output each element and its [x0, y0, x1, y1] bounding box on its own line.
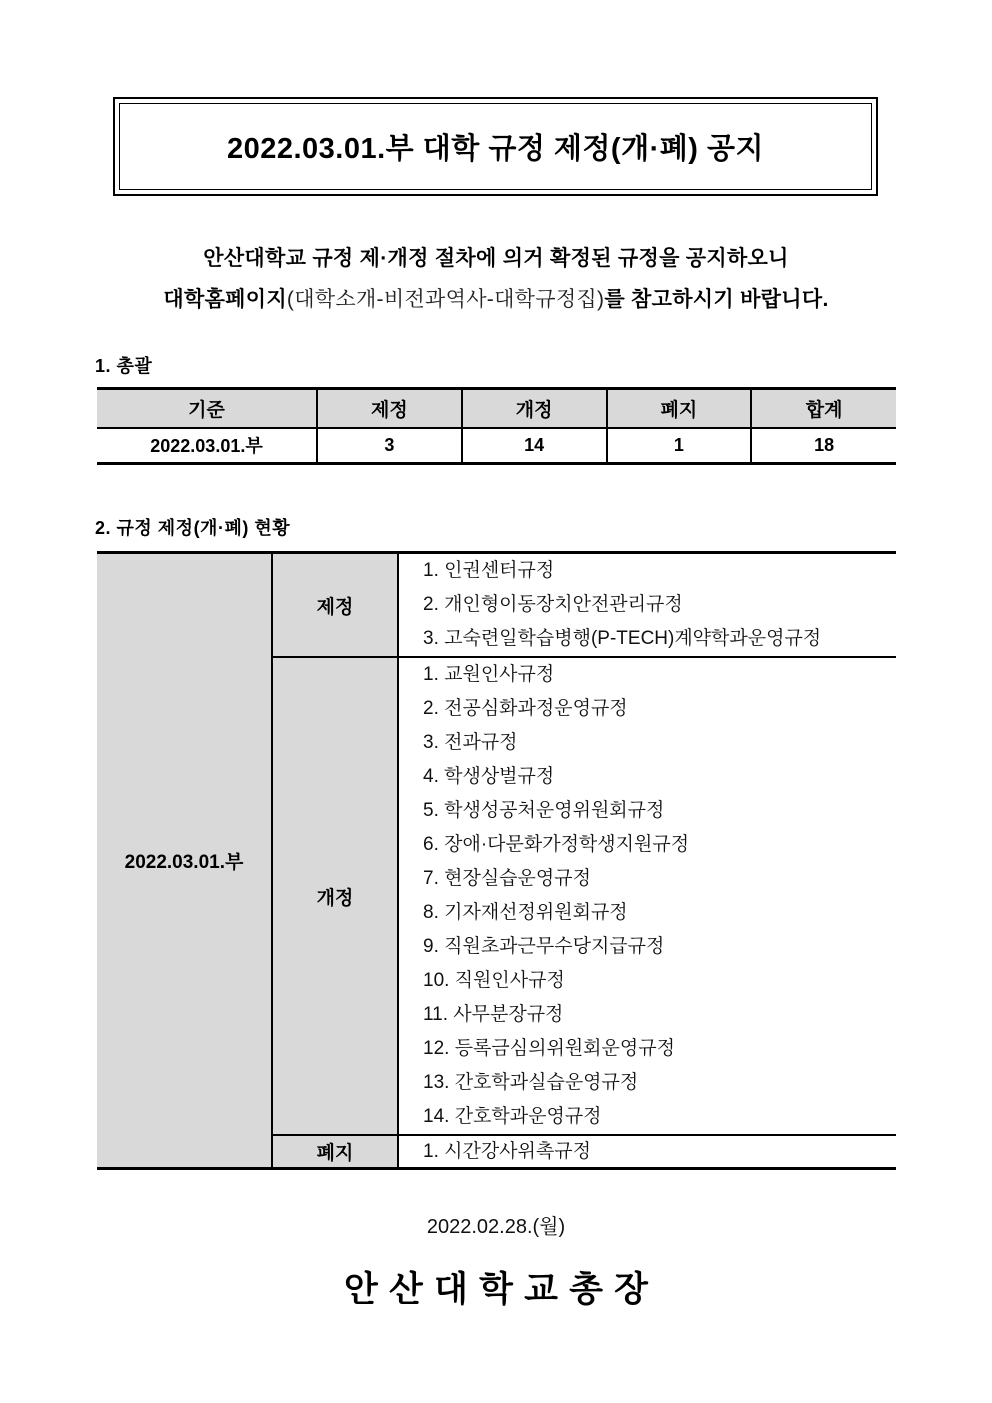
enactment-list: [398, 553, 896, 658]
list-item: 2. 개인형이동장치안전관리규정: [423, 594, 683, 615]
list-item: 1. 시간강사위촉규정: [423, 1141, 591, 1162]
intro-line-1: 안산대학교 규정 제·개정 절차에 의거 확정된 규정을 공지하오니: [203, 247, 789, 270]
section-2-heading: 2. 규정 제정(개·폐) 현황: [95, 518, 291, 538]
enactment-label: 제정: [272, 553, 398, 658]
list-item: 1. 인권센터규정: [423, 560, 555, 581]
list-item: 12. 등록금심의위원회운영규정: [423, 1038, 675, 1059]
summary-header-basis: 기준: [97, 389, 317, 428]
repeal-label: 폐지: [272, 1135, 398, 1169]
amendment-label: 개정: [272, 657, 398, 1135]
notice-title-inner-border: [119, 103, 872, 190]
document-date: 2022.02.28.(월): [426, 1216, 566, 1238]
summary-cell-enactment-count: 3: [317, 428, 462, 464]
summary-data-row: [97, 428, 896, 464]
list-item: 11. 사무분장규정: [423, 1004, 564, 1025]
section-1-heading: 1. 총괄: [95, 356, 153, 376]
intro-line-2-suffix: 를 참고하시기 바랍니다.: [604, 288, 829, 311]
summary-cell-total-count: 18: [751, 428, 896, 464]
notice-title: 2022.03.01.부 대학 규정 제정(개·폐) 공지: [226, 133, 765, 165]
regulation-detail-table: [97, 551, 896, 1170]
enactment-row: [97, 553, 896, 658]
intro-line-2: [0, 279, 992, 320]
summary-header-repeal: 폐지: [607, 389, 752, 428]
list-item: 8. 기자재선정위원회규정: [423, 902, 628, 923]
summary-header-enactment: 제정: [317, 389, 462, 428]
list-item: 7. 현장실습운영규정: [423, 868, 591, 889]
list-item: 1. 교원인사규정: [423, 664, 555, 685]
intro-homepage-label: 대학홈페이지: [163, 288, 287, 311]
list-item: 9. 직원초과근무수당지급규정: [423, 936, 665, 957]
list-item: 3. 전과규정: [423, 732, 518, 753]
notice-title-box: [113, 97, 878, 196]
summary-cell-amendment-count: 14: [462, 428, 607, 464]
list-item: 14. 간호학과운영규정: [423, 1106, 602, 1127]
summary-header-amendment: 개정: [462, 389, 607, 428]
list-item: 2. 전공심화과정운영규정: [423, 698, 628, 719]
summary-header-total: 합계: [751, 389, 896, 428]
list-item: 10. 직원인사규정: [423, 970, 565, 991]
list-item: 13. 간호학과실습운영규정: [423, 1072, 639, 1093]
summary-cell-basis: 2022.03.01.부: [97, 428, 317, 464]
summary-cell-repeal-count: 1: [607, 428, 752, 464]
president-signature: 안산대학교총장: [344, 1270, 660, 1309]
summary-header-row: [97, 389, 896, 428]
intro-menu-path: (대학소개-비전과역사-대학규정집): [286, 288, 605, 311]
list-item: 4. 학생상벌규정: [423, 766, 555, 787]
list-item: 5. 학생성공처운영위원회규정: [423, 800, 665, 821]
amendment-list: [398, 657, 896, 1135]
list-item: 3. 고숙련일학습병행(P-TECH)계약학과운영규정: [423, 628, 822, 649]
list-item: 6. 장애·다문화가정학생지원규정: [423, 834, 690, 855]
summary-table: [97, 387, 896, 465]
intro-paragraph: [0, 238, 992, 320]
detail-cell-basis: 2022.03.01.부: [97, 553, 272, 1169]
repeal-list: [398, 1135, 896, 1169]
